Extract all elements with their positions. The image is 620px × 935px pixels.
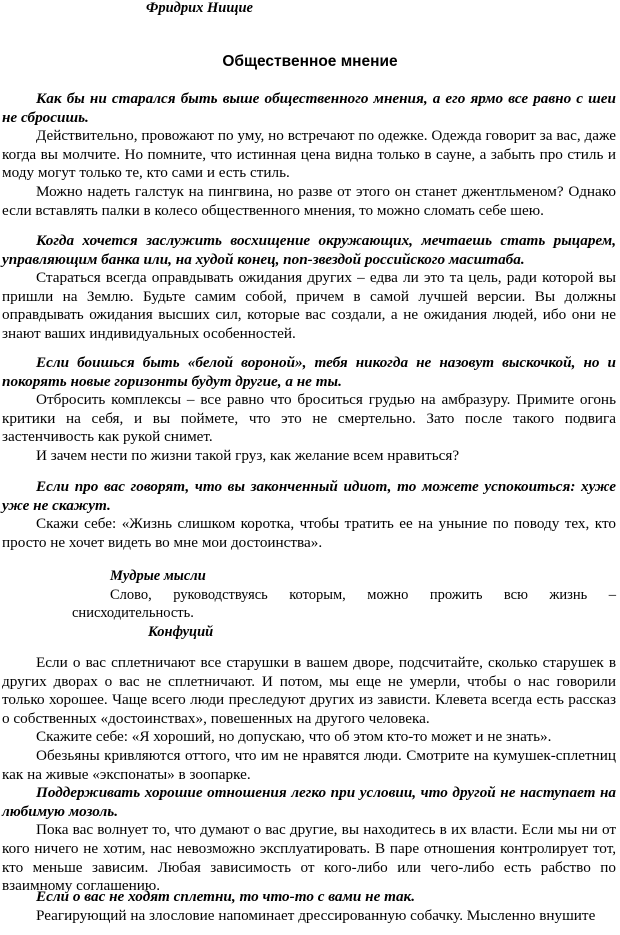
section-1 bbox=[2, 90, 616, 220]
section-5-paragraph-1: Если о вас сплетничают все старушки в вашем дворе, подсчитайте, сколько старушек в других дворах о вас не сплетничают. И потом, мы еще не умерли, чтобы о нас говорили только хорошее. Чаще всего люди преследуют других из зависти. Клевета всегда есть рассказ о собственных «достоинствах», повешенных на другого человека. bbox=[2, 654, 616, 727]
section-2-thesis: Когда хочется заслужить восхищение окружающих, мечтаешь стать рыцарем, управляющим банка или, на худой конец, поп-звездой российского масштаба. bbox=[2, 232, 616, 268]
section-2 bbox=[2, 232, 616, 344]
section-1-paragraph-1: Действительно, провожают по уму, но встречают по одежке. Одежда говорит за вас, даже когда вы молчите. Но помните, что истинная цена видна только в сауне, а забыть про стиль и моду могут только те, кто сами и есть стиль. bbox=[2, 127, 616, 182]
section-5-paragraph-3: Обезьяны кривляются оттого, что им не нравятся люди. Смотрите на кумушек-сплетниц как на живые «экспонаты» в зоопарке. bbox=[2, 746, 616, 783]
section-6-paragraph-1: Реагирующий на злословие напоминает дрессированную собачку. Мысленно внушите bbox=[36, 906, 596, 924]
section-3-paragraph-1: Отбросить комплексы – все равно что броситься грудью на амбразуру. Примите огонь критики на себя, и вы поймете, что это не смертельно. Зато после такого подвига застенчивость как рукой снимет. bbox=[2, 391, 616, 446]
section-5 bbox=[2, 654, 616, 896]
section-5-paragraph-4: Пока вас волнует то, что думают о вас другие, вы находитесь в их власти. Если мы ни от кого ничего не хотим, нас невозможно эксплуатировать. В паре отношения контролирует тот, кто меньше зависим. Любая зависимость от кого-либо или чего-либо есть рабство по взаимному соглашению. bbox=[2, 821, 616, 895]
section-4-thesis: Если про вас говорят, что вы законченный идиот, то можете успокоиться: хуже уже не скажут. bbox=[2, 478, 616, 514]
section-5-paragraph-2: Скажите себе: «Я хороший, но допускаю, что об этом кто-то может и не знать». bbox=[36, 728, 552, 746]
section-3-paragraph-2: И зачем нести по жизни такой груз, как желание всем нравиться? bbox=[36, 446, 460, 464]
quote-heading: Мудрые мысли bbox=[110, 568, 206, 584]
section-6 bbox=[2, 888, 616, 925]
wise-thoughts-quote bbox=[72, 567, 616, 641]
section-6-thesis: Если о вас не ходят сплетни, то что-то с вами не так. bbox=[36, 888, 416, 905]
section-1-thesis: Как бы ни старался быть выше общественного мнения, а его ярмо все равно с шеи не сбросишь. bbox=[2, 90, 616, 126]
running-header-author: Фридрих Нищие bbox=[146, 0, 253, 16]
section-4 bbox=[2, 478, 616, 552]
section-2-paragraph-1: Стараться всегда оправдывать ожидания других – едва ли это та цель, ради которой вы пришли на Землю. Будьте самим собой, причем в самой лучшей версии. Вы должны оправдывать ожидания высших сил, которые вас создали, а не ожидания людей, ибо они не знают ваших индивидуальных особенностей. bbox=[2, 269, 616, 342]
quote-text: Слово, руководствуясь которым, можно прожить всю жизнь – снисходительность. bbox=[72, 586, 616, 621]
section-5-thesis: Поддерживать хорошие отношения легко при условии, что другой не наступает на любимую мозоль. bbox=[2, 784, 616, 820]
section-4-paragraph-1: Скажи себе: «Жизнь слишком коротка, чтобы тратить ее на уныние по поводу тех, кто просто не хочет видеть во мне мои достоинства». bbox=[2, 515, 616, 551]
section-3-thesis: Если боишься быть «белой вороной», тебя никогда не назовут выскочкой, но и покорять новые горизонты будут другие, а не ты. bbox=[2, 354, 616, 390]
chapter-title: Общественное мнение bbox=[222, 53, 398, 70]
section-3 bbox=[2, 354, 616, 466]
quote-author: Конфуций bbox=[148, 623, 214, 640]
section-1-paragraph-2: Можно надеть галстук на пингвина, но разве от этого он станет джентльменом? Однако если вставлять палки в колесо общественного мнения, то можно сломать себе шею. bbox=[2, 182, 616, 219]
